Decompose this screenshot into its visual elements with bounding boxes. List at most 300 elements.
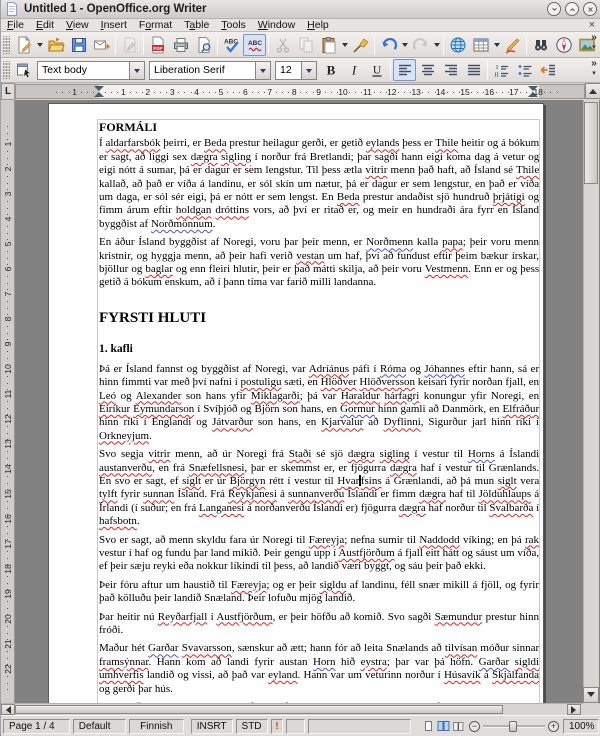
ruler-tick: [7, 308, 8, 309]
misspelled-word[interactable]: tilvísan: [444, 642, 478, 655]
ruler-tick: [258, 92, 259, 93]
misspelled-word[interactable]: Langanesi: [199, 501, 245, 514]
align-right-icon[interactable]: [439, 59, 462, 81]
first-line-indent-marker[interactable]: [94, 86, 104, 91]
misspelled-word[interactable]: Garðar: [148, 642, 179, 655]
italic-icon[interactable]: [342, 59, 365, 81]
ruler-tick: [496, 92, 497, 93]
status-bar: [1, 715, 600, 736]
ruler-tick: [349, 92, 350, 93]
misspelled-word[interactable]: Beda: [203, 137, 227, 150]
ruler-number: 12: [3, 414, 13, 424]
zoom-in-icon[interactable]: +: [548, 721, 559, 732]
misspelled-word[interactable]: Leó: [99, 389, 117, 402]
misspelled-word[interactable]: Staði: [288, 448, 312, 461]
misspelled-word[interactable]: eystra: [360, 655, 387, 668]
misspelled-word[interactable]: vitrir: [148, 448, 171, 461]
ruler-tick: [7, 233, 8, 234]
ruler-number: 2: [145, 87, 151, 97]
misspelled-word[interactable]: Snæfellsnesi: [188, 461, 245, 474]
misspelled-word[interactable]: Norðmenn: [366, 236, 414, 249]
misspelled-word[interactable]: Beda: [336, 191, 360, 204]
misspelled-word[interactable]: þrjátigi: [492, 191, 525, 204]
paragraph-style-combo[interactable]: [37, 61, 145, 80]
ruler-tick: [288, 92, 289, 93]
redo-icon: [409, 34, 432, 56]
ruler-number: 3: [3, 191, 13, 197]
menu-help[interactable]: Help: [307, 18, 329, 31]
misspelled-word[interactable]: Reyðarfjall: [157, 610, 208, 623]
ruler-row: [1, 83, 600, 100]
ruler-tick: [166, 92, 167, 93]
ruler-tick: [7, 514, 8, 515]
vertical-scrollbar-track[interactable]: [583, 100, 599, 687]
vertical-scrollbar: [583, 100, 599, 703]
ruler-tick: [7, 458, 8, 459]
redo-dropdown-icon[interactable]: [432, 34, 441, 56]
ruler-tick: [361, 92, 362, 93]
zoom-slider-track[interactable]: [483, 725, 545, 728]
cut-icon: [271, 34, 294, 56]
font-name-dropdown-icon[interactable]: [255, 62, 270, 79]
misspelled-word[interactable]: Eiríkur: [99, 402, 131, 415]
print-icon[interactable]: [169, 34, 192, 56]
align-justify-icon[interactable]: [462, 59, 485, 81]
menu-table[interactable]: Table: [184, 18, 210, 31]
ruler-tick: [130, 92, 131, 93]
vertical-ruler[interactable]: [1, 100, 15, 703]
misspelled-word[interactable]: framsýnnar: [99, 655, 149, 668]
misspelled-word[interactable]: hafsbotn: [99, 515, 137, 528]
ruler-number: 8: [291, 87, 297, 97]
ruler-number: 16: [3, 514, 13, 524]
ruler-tick: [7, 589, 8, 590]
misspelled-word[interactable]: Jölduhlaups: [478, 488, 532, 501]
bold-icon[interactable]: [319, 59, 342, 81]
paragraph-style-dropdown-icon[interactable]: [129, 62, 144, 79]
menu-format[interactable]: Format: [138, 18, 173, 31]
spellcheck-icon[interactable]: [220, 34, 243, 56]
document-modified-icon: !: [271, 719, 284, 734]
page-preview-icon[interactable]: [192, 34, 215, 56]
font-size-combo[interactable]: [275, 61, 317, 80]
ruler-tick: [7, 358, 8, 359]
ruler-tick: [7, 633, 8, 634]
misspelled-word[interactable]: sunnanverðu: [288, 488, 345, 501]
toolbar-separator: [487, 60, 488, 80]
misspelled-word[interactable]: siglt: [497, 474, 517, 487]
misspelled-word[interactable]: holdgan: [175, 204, 212, 217]
new-document-icon[interactable]: [12, 34, 35, 56]
ruler-tick: [422, 92, 423, 93]
misspelled-word[interactable]: dægra: [347, 448, 375, 461]
menu-tools[interactable]: Tools: [221, 18, 246, 31]
ruler-tick: [459, 92, 460, 93]
ruler-tick: [337, 92, 338, 93]
styles-icon[interactable]: [12, 59, 35, 81]
misspelled-word[interactable]: siglt: [182, 474, 202, 487]
scroll-right-button[interactable]: [567, 704, 581, 715]
misspelled-word[interactable]: Vestmenn: [424, 263, 469, 276]
document-text[interactable]: [99, 121, 539, 703]
misspelled-word[interactable]: Hvar fsins: [337, 474, 382, 487]
misspelled-word[interactable]: Reykjanesi: [228, 488, 277, 501]
misspelled-word[interactable]: eylands: [365, 137, 400, 150]
misspelled-word[interactable]: sigldi: [514, 655, 540, 668]
status-empty-cell-wide: [308, 719, 411, 734]
toolbar-grip[interactable]: [3, 36, 10, 54]
ruler-tick: [7, 333, 8, 334]
misspelled-word[interactable]: Eymundarson: [133, 402, 195, 415]
ruler-tick: [7, 208, 8, 209]
misspelled-word[interactable]: dægra: [419, 488, 446, 501]
status-language[interactable]: Finnish: [129, 719, 184, 734]
table-icon[interactable]: [469, 34, 492, 56]
toolbar-separator: [526, 35, 527, 55]
font-name-combo[interactable]: [149, 61, 271, 80]
ruler-number: 3: [169, 87, 175, 97]
find-replace-icon[interactable]: [529, 34, 552, 56]
horizontal-scrollbar-thumb[interactable]: [15, 705, 503, 714]
ruler-tick: [7, 326, 8, 327]
status-page-style[interactable]: Default: [73, 719, 126, 734]
window-title: Untitled 1 - OpenOffice.org Writer: [24, 3, 207, 15]
layout-multiple-pages-icon[interactable]: [437, 720, 450, 733]
misspelled-word[interactable]: Svavarsson: [181, 642, 232, 655]
misspelled-word[interactable]: umhverfis: [99, 669, 144, 682]
misspelled-word[interactable]: postuligu: [240, 376, 282, 389]
ruler-number: 10: [3, 364, 13, 374]
numbering-icon[interactable]: [490, 59, 513, 81]
menu-view[interactable]: View: [66, 18, 89, 31]
left-indent-marker[interactable]: [94, 92, 104, 97]
misspelled-word[interactable]: Horns: [467, 448, 495, 461]
doc-paragraph[interactable]: Í aldarfarsbók þeirri, er Beda prestur heilagur gerði, er getið eylands þess er Thile heitir og á bókum er sagt, að liggi sex dægra sigling í norður frá Bretlandi; þar sagði hann eigi koma dag á vetur og eigi nótt á sumar, þá er dagur er sem lengstur. Til þess ætla vitrir menn það haft, að Ísland sé Thile kallað, að það er víða á landinu, er sól skín um nætur, þá er dagur er sem lengstur, en það er víða um daga, er sól sér eigi, þá er nótt er sem lengst. En Beda prestur andaðist sjö hundruð þrjátigi og fimm árum eftir holdgan dróttins vors, að því er ritað er, og meir en hundraði ára fyrr en Ísland byggðist af Norðmönnum.: [99, 137, 540, 230]
doc-paragraph[interactable]: Þar heitir nú Reyðarfjall í Austfjörðum, er þeir höfðu að komið. Svo sagði Sæmundur prestur hinn fróði.: [99, 610, 540, 636]
status-insert-mode[interactable]: INSRT: [191, 719, 233, 734]
tab-selector[interactable]: L: [1, 83, 15, 100]
svg-text:B: B: [326, 62, 335, 78]
ruler-tick: [7, 151, 8, 152]
doc-paragraph[interactable]: Þá er Ísland fannst og byggðist af Noregi, var Adríánus páfi í Róma og Jóhannes eftir hann, sá er hinn fimmti var með því nafni í postuligu sæti, en Hlöðver Hlöðversson keisari fyrir norðan fjall, en Leó og Alexander son hans yfir Miklagarði; þá var Haraldur hárfagri konungur yfir Noregi, en Eiríkur Eymundarson í Svíþjóð og Björn son hans, en Gormur hinn gamli að Danmörk, en Elfráður hinn ríki í Englandi og Játvarður son hans, en Kjarvalur að Dyflinni, Sigurður jarl hinn ríki í Orkneyjum.: [99, 362, 540, 442]
status-zoom-level[interactable]: 100%: [563, 719, 599, 734]
font-size-dropdown-icon[interactable]: [301, 62, 316, 79]
menu-insert[interactable]: Insert: [100, 18, 127, 31]
email-icon[interactable]: [90, 34, 113, 56]
ruler-tick: [111, 92, 112, 93]
misspelled-word[interactable]: Færeyja: [230, 578, 267, 591]
ruler-tick: [81, 92, 82, 93]
ruler-number: 8: [3, 316, 13, 322]
zoom-slider: [469, 721, 559, 732]
misspelled-word[interactable]: Hlöðver: [320, 376, 357, 389]
misspelled-word[interactable]: Hlöðversson: [359, 376, 415, 389]
ruler-number: 15: [460, 87, 470, 97]
ruler-number: 1: [3, 141, 13, 147]
navigator-icon[interactable]: [552, 34, 575, 56]
ruler-tick: [191, 92, 192, 93]
doc-heading[interactable]: 1. kafli: [99, 343, 133, 356]
ruler-tick: [136, 92, 137, 93]
misspelled-word[interactable]: Alexander: [135, 389, 182, 402]
paste-dropdown-icon[interactable]: [340, 34, 349, 56]
misspelled-word[interactable]: Játvarður: [212, 416, 254, 429]
close-button[interactable]: [583, 2, 597, 16]
ruler-tick: [7, 533, 8, 534]
misspelled-word[interactable]: Jóhannes: [424, 362, 465, 375]
misspelled-word[interactable]: Miklagarði: [250, 389, 300, 402]
ruler-tick: [398, 92, 399, 93]
ruler-tick: [7, 576, 8, 577]
toolbar-separator: [143, 35, 144, 55]
undo-icon[interactable]: [377, 34, 400, 56]
ruler-tick: [447, 92, 448, 93]
misspelled-word[interactable]: austanverðu: [99, 461, 153, 474]
misspelled-word[interactable]: Skjálfanda: [492, 669, 540, 682]
toolbar-overflow-icon[interactable]: » ▾: [591, 32, 597, 51]
document-page[interactable]: [48, 103, 544, 703]
misspelled-word[interactable]: Svalbarða: [489, 501, 534, 514]
ruler-number: 1: [72, 87, 77, 97]
ruler-number: 4: [3, 216, 13, 222]
ruler-number: 14: [3, 464, 13, 474]
ruler-tick: [7, 264, 8, 265]
new-document-dropdown-icon[interactable]: [35, 34, 44, 56]
menu-edit[interactable]: Edit: [35, 18, 55, 31]
doc-heading[interactable]: FYRSTI HLUTI: [99, 309, 207, 326]
ruler-tick: [282, 92, 283, 93]
misspelled-word[interactable]: dróttins: [215, 204, 249, 217]
misspelled-word[interactable]: hárfagri: [384, 389, 420, 402]
ruler-tick: [7, 301, 8, 302]
status-page-number[interactable]: Page 1 / 4: [3, 719, 70, 734]
paste-icon[interactable]: [317, 34, 340, 56]
zoom-slider-handle[interactable]: [509, 721, 517, 732]
misspelled-word[interactable]: Sæmundur: [434, 610, 483, 623]
misspelled-word[interactable]: Naddodd: [419, 533, 460, 546]
decrease-indent-icon[interactable]: [536, 59, 559, 81]
paragraph-style-value: Text body: [42, 64, 87, 76]
misspelled-word[interactable]: Dyflinni: [383, 416, 421, 429]
ruler-tick: [142, 92, 143, 93]
horizontal-scrollbar: [1, 703, 600, 715]
close-document-icon[interactable]: ×: [588, 19, 595, 31]
ruler-number: 11: [3, 389, 13, 399]
edit-file-icon: [118, 34, 141, 56]
bullets-icon[interactable]: [513, 59, 536, 81]
ruler-tick: [7, 314, 8, 315]
ruler-tick: [313, 92, 314, 93]
ruler-tick: [184, 92, 185, 93]
ruler-tick: [7, 251, 8, 252]
scroll-up-button[interactable]: [585, 83, 600, 99]
open-icon[interactable]: [44, 34, 67, 56]
ruler-tick: [7, 383, 8, 384]
misspelled-word[interactable]: papa: [442, 236, 463, 249]
ruler-tick: [215, 92, 216, 93]
table-dropdown-icon[interactable]: [492, 34, 501, 56]
misspelled-word[interactable]: dægra: [398, 501, 426, 514]
align-center-icon[interactable]: [416, 59, 439, 81]
minimize-button[interactable]: [547, 2, 561, 16]
misspelled-word[interactable]: Adríánus: [308, 362, 350, 375]
ruler-tick: [264, 92, 265, 93]
menu-file[interactable]: File: [7, 18, 24, 31]
misspelled-word[interactable]: sigling: [221, 150, 252, 163]
ruler-tick: [7, 289, 8, 290]
svg-text:U: U: [372, 64, 381, 77]
misspelled-word[interactable]: Björgyn: [229, 474, 266, 487]
misspelled-word[interactable]: vestan: [296, 249, 325, 262]
ruler-tick: [93, 92, 94, 93]
ruler-tick: [203, 92, 204, 93]
toolbar-separator: [374, 35, 375, 55]
toolbar-grip[interactable]: [3, 61, 10, 79]
draw-functions-icon[interactable]: [501, 34, 524, 56]
misspelled-word[interactable]: Gormur: [340, 402, 375, 415]
save-icon[interactable]: [67, 34, 90, 56]
misspelled-word[interactable]: Færeyja: [308, 533, 345, 546]
layout-single-page-icon[interactable]: [422, 720, 435, 733]
ruler-number: 17: [509, 87, 519, 97]
ruler-tick: [7, 683, 8, 684]
ruler-number: 4: [194, 87, 199, 97]
doc-paragraph[interactable]: Þeir fóru aftur um haustið til Færeyja; og er þeir sigldu af landinu, féll snær mikill á fjöll, og fyrir það kölluðu þeir landið Snæland. Þeir lofuðu mjög landið.: [99, 578, 540, 605]
ruler-tick: [69, 92, 70, 93]
misspelled-word[interactable]: Kjarvalur: [321, 416, 364, 429]
ruler-tick: [7, 133, 8, 134]
font-name-value: Liberation Serif: [154, 64, 225, 76]
misspelled-word[interactable]: sigldu: [319, 578, 347, 591]
ruler-tick: [7, 239, 8, 240]
scroll-left-button[interactable]: [1, 704, 15, 715]
misspelled-word[interactable]: dægra: [389, 461, 417, 474]
ruler-tick: [87, 92, 88, 93]
misspelled-word[interactable]: Norðmönnum: [150, 217, 213, 230]
ruler-tick: [7, 376, 8, 377]
ruler-tick: [410, 92, 411, 93]
ruler-tick: [209, 92, 210, 93]
ruler-tick: [532, 92, 533, 93]
misspelled-word[interactable]: Húsavík: [443, 669, 481, 682]
font-size-value: 12: [280, 64, 292, 76]
misspelled-word[interactable]: eyland: [268, 669, 298, 682]
misspelled-word[interactable]: Garðar: [478, 655, 510, 668]
misspelled-word[interactable]: Haraldur: [340, 389, 380, 402]
ruler-tick: [453, 92, 454, 93]
zoom-out-icon[interactable]: −: [469, 721, 480, 732]
svg-text:II: II: [494, 71, 499, 79]
underline-icon[interactable]: [365, 59, 388, 81]
doc-paragraph[interactable]: En áður Ísland byggðist af Noregi, voru þar þeir menn, er Norðmenn kalla papa; þeir voru menn kristnir, og hyggja menn, að þeir hafi verið vestan um haf, því að fundust eftir þeim bækur írskar, bjöllur og baglar og enn fleiri hlutir, þeir er það mátti skilja, að þeir voru Vestmenn. Enn er og þess getið á bókum enskum, að í þann tíma var farið milli landanna.: [99, 236, 540, 289]
ruler-tick: [7, 183, 8, 184]
misspelled-word[interactable]: vitrir: [365, 164, 388, 177]
export-pdf-icon[interactable]: [146, 34, 169, 56]
doc-paragraph[interactable]: Maður hét Garðar Svavarsson, sænskur að ætt; hann fór að leita Snælands að tilvísan móður sinnar framsýnnar. Hann kom að landi fyrir austan Horn hið eystra; þar var þá höfn. Garðar sigldi umhverfis landið og vissi, að það var eyland. Hann var um veturinn norður í Húsavík á Skjálfanda og gerði þar hús.: [99, 642, 540, 695]
misspelled-word[interactable]: Thile: [516, 164, 540, 177]
vertical-scrollbar-thumb[interactable]: [584, 102, 598, 184]
toolbar-separator: [443, 35, 444, 55]
title-bar: [1, 0, 600, 19]
misspelled-word[interactable]: dægra: [190, 150, 218, 163]
auto-spellcheck-icon[interactable]: [243, 34, 266, 56]
ruler-tick: [178, 92, 179, 93]
ruler-tick: [7, 558, 8, 559]
toolbar-separator: [268, 35, 269, 55]
toolbar-separator: [115, 35, 116, 55]
misspelled-word[interactable]: sunnan: [143, 488, 175, 501]
ruler-tick: [331, 92, 332, 93]
ruler-number: 11: [362, 87, 372, 97]
ruler-tick: [7, 426, 8, 427]
ruler-tick: [252, 92, 253, 93]
ruler-tick: [227, 92, 228, 93]
menu-window[interactable]: Window: [257, 18, 296, 31]
status-selection-mode[interactable]: STD: [236, 719, 268, 734]
ruler-tick: [7, 583, 8, 584]
ruler-tick: [7, 214, 8, 215]
doc-heading[interactable]: FORMÁLI: [99, 120, 157, 134]
misspelled-word[interactable]: rak: [524, 533, 540, 546]
misspelled-word[interactable]: Thile: [435, 137, 459, 150]
format-paintbrush-icon[interactable]: [349, 34, 372, 56]
ruler-tick: [56, 92, 57, 93]
ruler-tick: [471, 92, 472, 93]
hyperlink-icon[interactable]: [446, 34, 469, 56]
ruler-tick: [7, 189, 8, 190]
ruler-tick: [300, 92, 301, 93]
misspelled-word[interactable]: tylft: [99, 488, 118, 501]
text-cursor: [359, 475, 361, 486]
ruler-tick: [160, 92, 161, 93]
misspelled-word[interactable]: aldarfarsbók: [105, 137, 161, 150]
ruler-tick: [435, 92, 436, 93]
misspelled-word[interactable]: Orkneyjum: [99, 429, 150, 442]
ruler-tick: [7, 539, 8, 540]
undo-dropdown-icon[interactable]: [400, 34, 409, 56]
ruler-tick: [404, 92, 405, 93]
scroll-down-button[interactable]: [583, 687, 599, 703]
ruler-tick: [7, 489, 8, 490]
ruler-tick: [7, 689, 8, 690]
misspelled-word[interactable]: baglar: [145, 263, 173, 276]
ruler-tick: [7, 451, 8, 452]
maximize-button[interactable]: [565, 2, 579, 16]
horizontal-ruler[interactable]: [15, 84, 585, 99]
misspelled-word[interactable]: Austfjörðum: [338, 546, 395, 559]
ruler-tick: [7, 464, 8, 465]
status-empty-cell: [286, 719, 305, 734]
ruler-tick: [7, 601, 8, 602]
ruler-number: 2: [3, 166, 13, 172]
ruler-tick: [7, 526, 8, 527]
misspelled-word[interactable]: Róma: [379, 362, 407, 375]
ruler-number: 7: [3, 291, 13, 297]
ruler-tick: [7, 389, 8, 390]
ruler-tick: [7, 614, 8, 615]
toolbar-overflow-icon[interactable]: » ▾: [591, 58, 597, 77]
svg-text:I: I: [351, 62, 356, 78]
misspelled-word[interactable]: Austfjörðum: [216, 610, 273, 623]
layout-book-icon[interactable]: [452, 720, 465, 733]
align-left-icon[interactable]: [393, 59, 416, 81]
misspelled-word[interactable]: Horn: [312, 655, 336, 668]
doc-paragraph[interactable]: Svo er sagt, að menn skyldu fara úr Noregi til Færeyja; nefna sumir til Naddodd víking; en þá rak vestur í haf og fundu þar land mikið. Þeir gengu upp í Austfjörðum á fjall eitt hátt og sáust um víða, ef þeir sæju reyki eða nokkur líkindi til þess, að landið væri byggt, og sáu þeir það ekki.: [99, 533, 540, 573]
ruler-tick: [105, 92, 106, 93]
misspelled-word[interactable]: sigling: [379, 448, 410, 461]
misspelled-word[interactable]: Elfráður: [502, 402, 540, 415]
doc-paragraph[interactable]: Svo segja vitrir menn, að úr Noregi frá Staði sé sjö dægra sigling í vestur til Horns á Íslandi austanverðu, en frá Snæfellsnesi, þar er skemmst er, er fjögurra dægra haf í vestur til Grænlands. En svo er sagt, ef siglt er úr Björgyn rétt í vestur til Hvar fsins á Grænlandi, að þá mun siglt vera tylft fyrir sunnan Ísland. Frá Reykjanesi á sunnanverðu Íslandi er fimm dægra haf til Jölduhlaups á Írlandi (í suður; en frá Langanesi á norðanverðu Íslandi er) fjögurra dægra haf norður til Svalbarða í hafsbotn.: [99, 448, 540, 528]
